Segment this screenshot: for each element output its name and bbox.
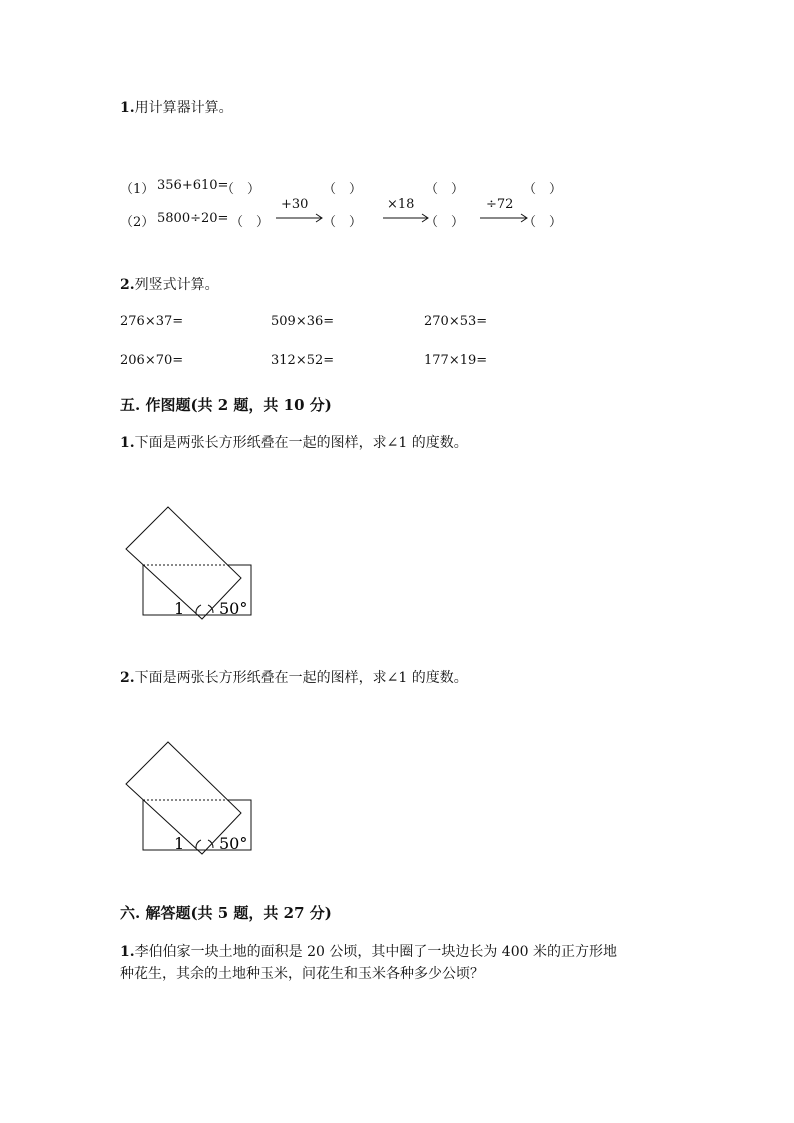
q1-row2-blank-3[interactable]: （ ）	[425, 215, 465, 230]
q1-row2-label: （2）	[120, 215, 155, 230]
q1-number: 1.	[120, 100, 135, 116]
section5-item-2-number: 2.	[120, 670, 135, 686]
q1-row2-blank-1[interactable]: （ ）	[230, 215, 270, 230]
angle-50-label: 50°	[219, 599, 248, 618]
q1-title: 用计算器计算。	[134, 100, 233, 116]
overlapping-rectangles-figure-2	[120, 740, 260, 860]
angle-1-label: 1	[174, 834, 185, 853]
q1-row1-label: （1）	[120, 182, 155, 197]
q1-row2-op-3: ÷72	[486, 197, 514, 212]
q2-item: 312×52=	[271, 353, 335, 368]
q2-title: 列竖式计算。	[134, 277, 219, 293]
angle-50-label: 50°	[219, 834, 248, 853]
q2-item: 276×37=	[120, 314, 184, 329]
q2-item: 270×53=	[424, 314, 488, 329]
section6-title: 六. 解答题(共 5 题，共 27 分)	[120, 904, 332, 922]
q1-row1-blank-1[interactable]: （ ）	[221, 182, 261, 197]
section6-item-1-line-2: 种花生，其余的土地种玉米，问花生和玉米各种多少公顷？	[120, 966, 484, 982]
q1-row2-op-1: +30	[281, 197, 309, 212]
q1-row1-expression: 356+610=	[157, 178, 229, 193]
overlapping-rectangles-figure-1	[120, 505, 260, 625]
q1-arrows	[0, 0, 794, 240]
q1-row1-blank-4[interactable]: （ ）	[523, 182, 563, 197]
section5-item-2	[120, 667, 468, 687]
q1-row1-blank-3[interactable]: （ ）	[425, 182, 465, 197]
q1-row1-blank-2[interactable]: （ ）	[323, 182, 363, 197]
section6-item-1-text-1: 李伯伯家一块土地的面积是 20 公顷，其中圈了一块边长为 400 米的正方形地	[134, 944, 617, 960]
section5-item-2-text: 下面是两张长方形纸叠在一起的图样，求∠1 的度数。	[134, 670, 468, 686]
arrow-right-icon	[276, 214, 322, 222]
angle-1-label: 1	[174, 599, 185, 618]
arrow-right-icon	[383, 214, 428, 222]
q2-item: 509×36=	[271, 314, 335, 329]
section6-item-1-line-1	[120, 941, 617, 961]
section5-title: 五. 作图题(共 2 题，共 10 分)	[120, 396, 332, 414]
q1-row2-op-2: ×18	[387, 197, 415, 212]
q2-number: 2.	[120, 277, 135, 293]
q2-heading	[120, 274, 219, 294]
q1-row2-blank-2[interactable]: （ ）	[323, 215, 363, 230]
section5-item-1-text: 下面是两张长方形纸叠在一起的图样，求∠1 的度数。	[134, 435, 468, 451]
section6-item-1-number: 1.	[120, 944, 135, 960]
q1-row2-expression: 5800÷20=	[157, 211, 229, 226]
q1-row2-blank-4[interactable]: （ ）	[523, 215, 563, 230]
arrow-right-icon	[480, 214, 527, 222]
section5-item-1-number: 1.	[120, 435, 135, 451]
q2-item: 206×70=	[120, 353, 184, 368]
section5-item-1	[120, 432, 468, 452]
q2-item: 177×19=	[424, 353, 488, 368]
